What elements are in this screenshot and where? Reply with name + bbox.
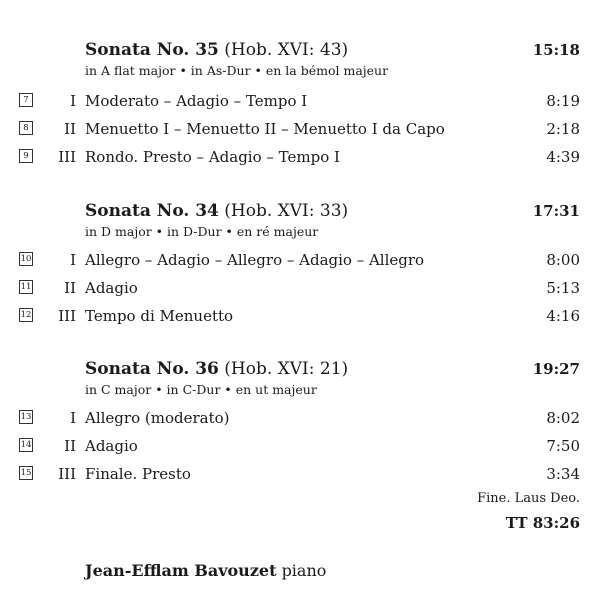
track-duration: 8:19 [546, 92, 580, 110]
performer-role: piano [281, 561, 327, 580]
track-number-box: 9 [19, 149, 33, 163]
track-number-box: 10 [20, 254, 32, 264]
track-number-box: 14 [20, 440, 32, 450]
movement-numeral: II [64, 120, 76, 138]
sonata-catalog: (Hob. XVI: 43) [224, 40, 349, 60]
movement-title: Moderato – Adagio – Tempo I [85, 92, 308, 110]
movement-title: Menuetto I – Menuetto II – Menuetto I da Capo [85, 120, 445, 138]
track-row [0, 119, 600, 139]
sonata-title: Sonata No. 36 [85, 359, 219, 379]
sonata-duration: 17:31 [532, 202, 580, 220]
track-number-box: 12 [20, 310, 32, 320]
track-number-box: 13 [20, 412, 32, 422]
movement-numeral: II [64, 437, 76, 455]
sonata-duration: 15:18 [532, 41, 580, 59]
movement-title: Finale. Presto [85, 465, 191, 483]
total-time: TT 83:26 [505, 514, 580, 532]
track-duration: 4:16 [546, 307, 580, 325]
track-duration: 5:13 [546, 279, 580, 297]
movement-numeral: II [64, 279, 76, 297]
track-number-box: 7 [19, 93, 33, 107]
performer-credit [85, 561, 326, 581]
movement-numeral: I [70, 92, 76, 110]
sonata-catalog: (Hob. XVI: 21) [224, 359, 349, 379]
track-row [0, 250, 600, 270]
movement-title: Adagio [85, 437, 138, 455]
performer-name: Jean-Efflam Bavouzet [85, 561, 277, 580]
fine-laus-deo: Fine. Laus Deo. [477, 491, 580, 506]
movement-numeral: I [70, 251, 76, 269]
movement-numeral: III [58, 148, 76, 166]
track-duration: 3:34 [546, 465, 580, 483]
track-duration: 4:39 [546, 148, 580, 166]
sonata-keys: in C major • in C-Dur • en ut majeur [85, 382, 317, 397]
movement-numeral: III [58, 307, 76, 325]
movement-title: Adagio [85, 279, 138, 297]
movement-title: Allegro – Adagio – Allegro – Adagio – Allegro [85, 251, 425, 269]
sonata-keys: in D major • in D-Dur • en ré majeur [85, 224, 319, 239]
movement-numeral: III [58, 465, 76, 483]
sonata-heading [85, 359, 348, 379]
sonata-title: Sonata No. 35 [85, 40, 219, 60]
track-number-box: 11 [20, 282, 32, 292]
track-row [0, 147, 600, 167]
track-row [0, 436, 600, 456]
sonata-keys: in A flat major • in As-Dur • en la bémol majeur [85, 63, 389, 78]
movement-title: Tempo di Menuetto [85, 307, 234, 325]
movement-title: Rondo. Presto – Adagio – Tempo I [85, 148, 340, 166]
movement-numeral: I [70, 409, 76, 427]
track-duration: 8:02 [546, 409, 580, 427]
track-number-box: 15 [20, 468, 32, 478]
sonata-heading [85, 201, 348, 221]
sonata-title: Sonata No. 34 [85, 201, 219, 221]
track-duration: 7:50 [546, 437, 580, 455]
sonata-catalog: (Hob. XVI: 33) [224, 201, 349, 221]
sonata-duration: 19:27 [532, 360, 580, 378]
track-row [0, 408, 600, 428]
track-row [0, 91, 600, 111]
track-row [0, 306, 600, 326]
track-duration: 2:18 [546, 120, 580, 138]
track-row [0, 278, 600, 298]
track-duration: 8:00 [546, 251, 580, 269]
track-row [0, 464, 600, 484]
movement-title: Allegro (moderato) [85, 409, 230, 427]
sonata-heading [85, 40, 348, 60]
track-number-box: 8 [19, 121, 33, 135]
